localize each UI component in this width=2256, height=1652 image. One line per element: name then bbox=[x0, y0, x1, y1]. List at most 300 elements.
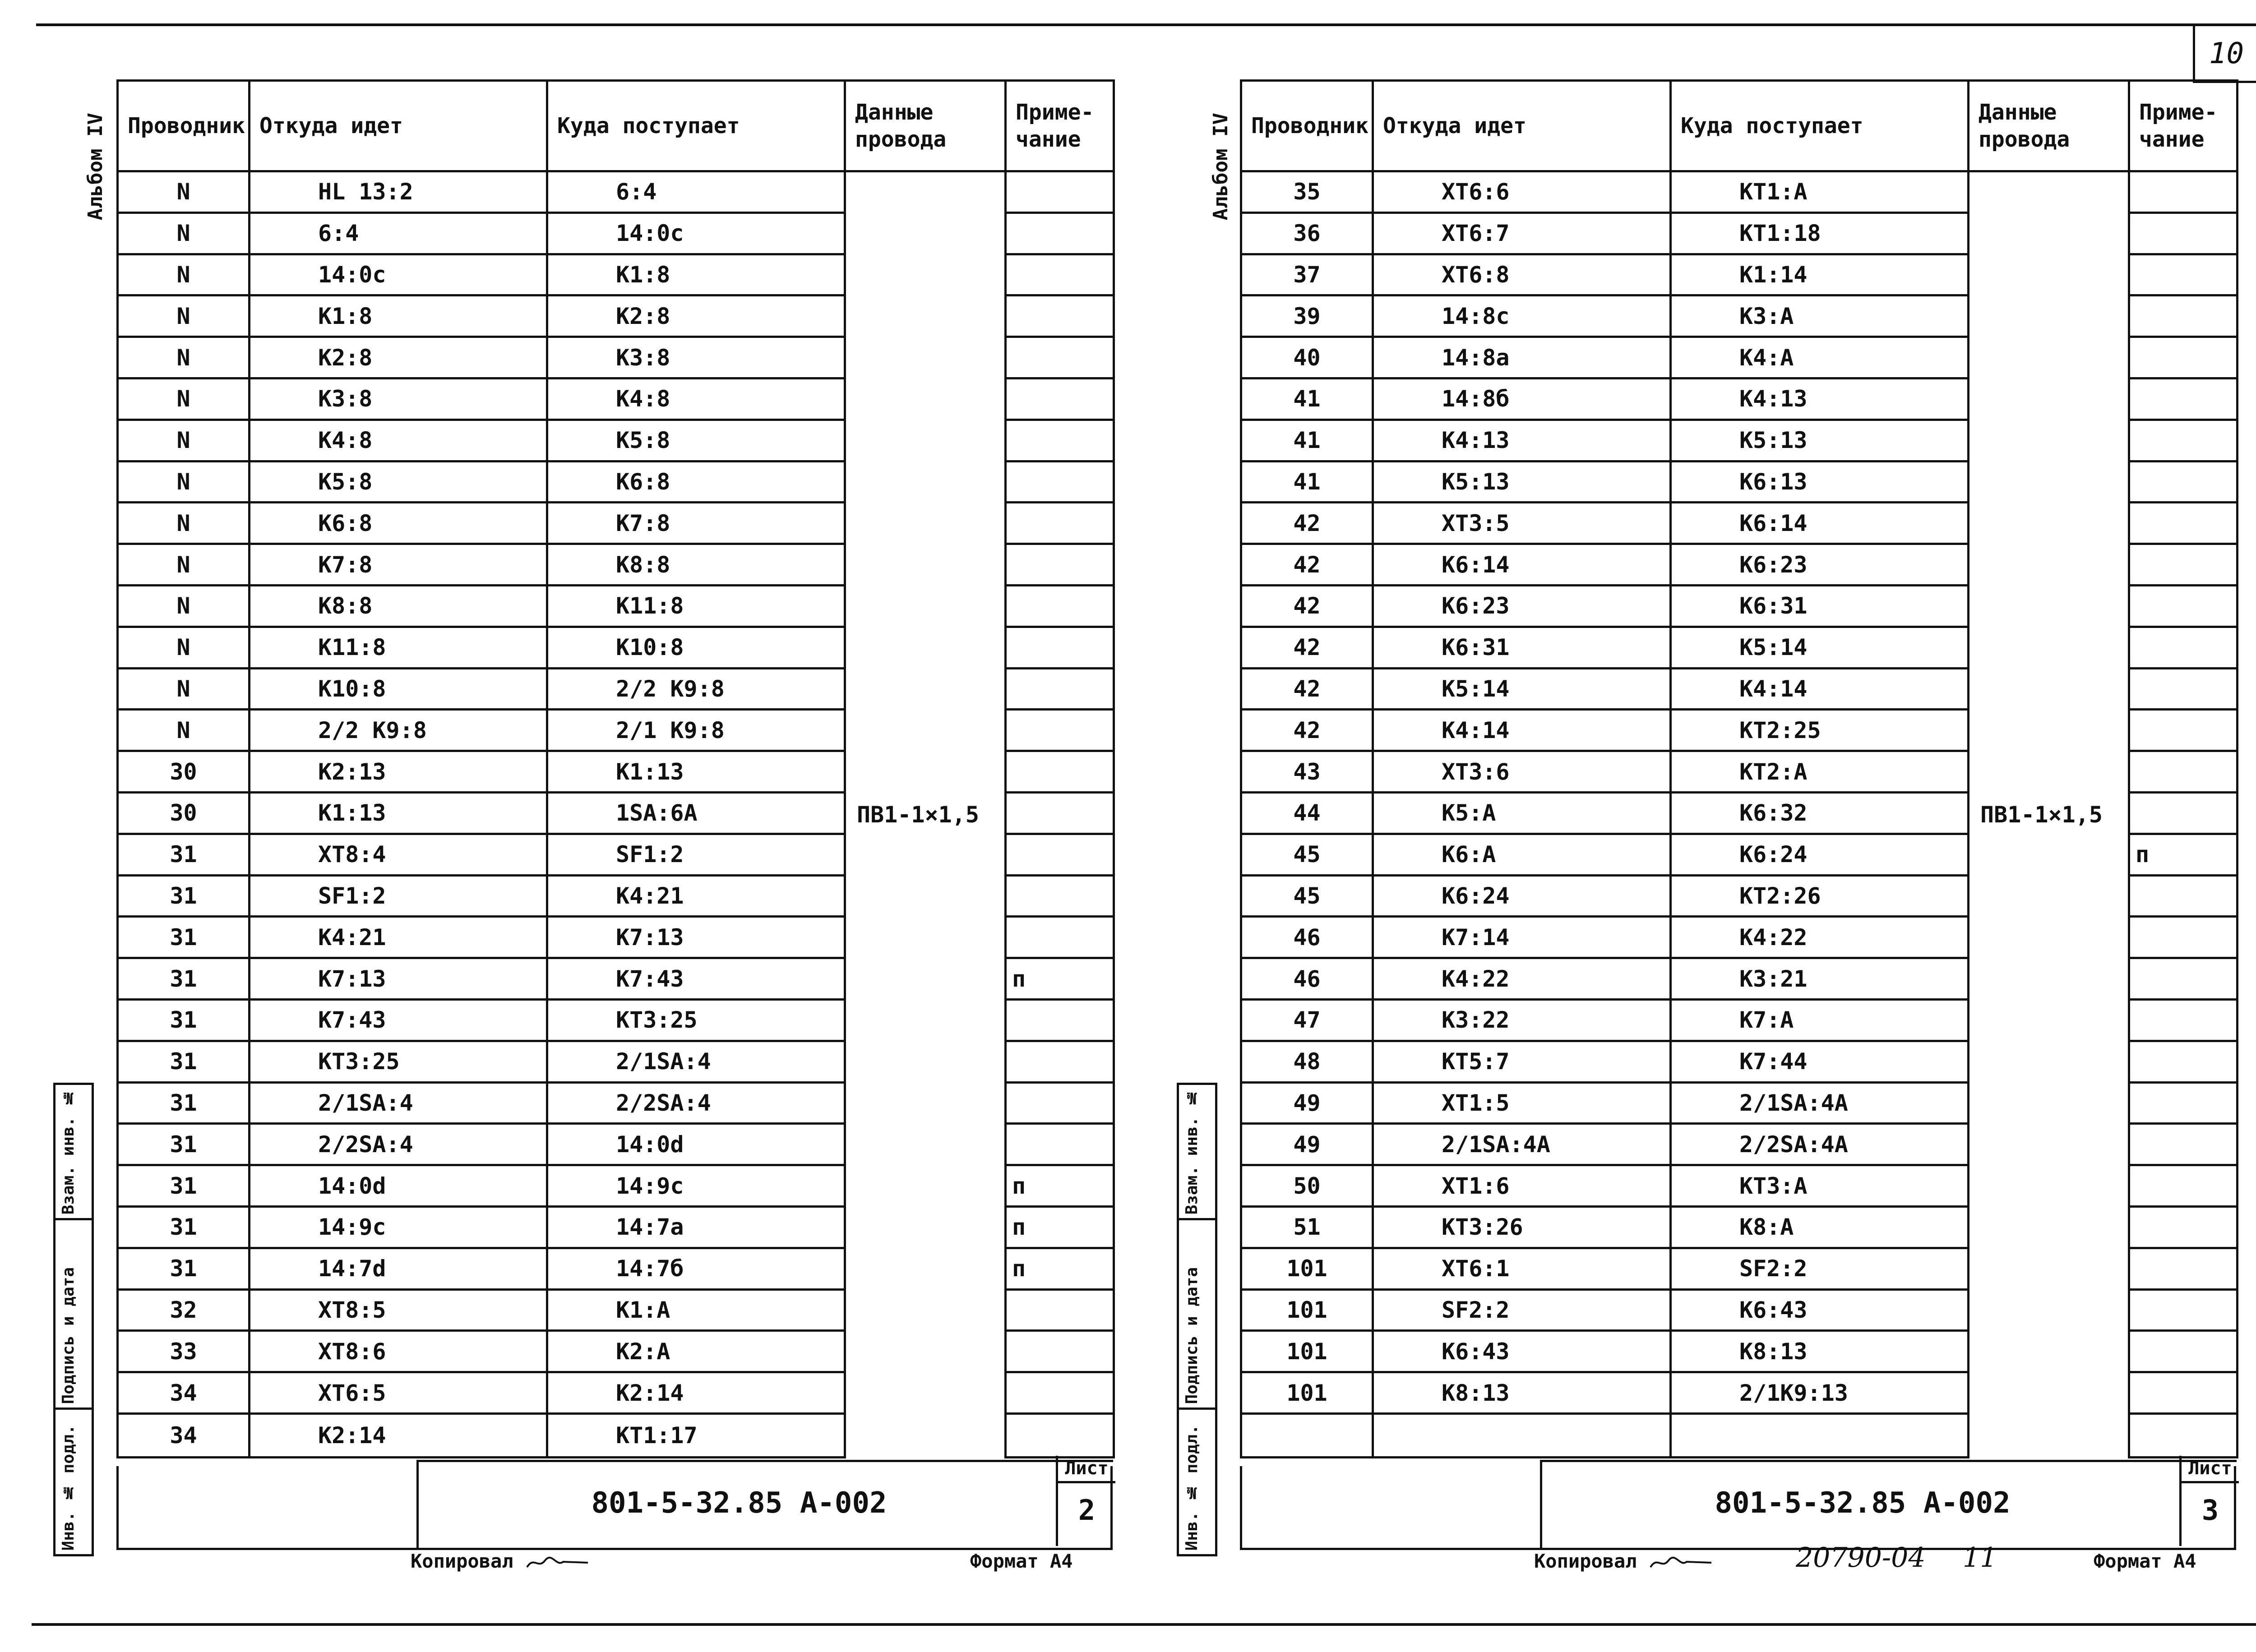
doc-code: 801-5-32.85 А-002 bbox=[1715, 1486, 2011, 1520]
copied-label: Копировал bbox=[1534, 1550, 1637, 1572]
cell-to: К7:44 bbox=[1671, 1041, 1969, 1082]
cell-to: КТ3:25 bbox=[547, 999, 845, 1041]
cell-note bbox=[1006, 999, 1114, 1041]
cell-note bbox=[1006, 1289, 1114, 1331]
cell-from: 2/1SА:4А bbox=[1373, 1124, 1671, 1165]
cell-to: К8:А bbox=[1671, 1206, 1969, 1248]
cell-to: 1SА:6А bbox=[547, 792, 845, 834]
cell-to: К4:14 bbox=[1671, 668, 1969, 710]
cell-conductor: 46 bbox=[1241, 958, 1373, 1000]
cell-to: 2/1 К9:8 bbox=[547, 710, 845, 751]
cell-note bbox=[1006, 1331, 1114, 1372]
cell-from: К6:23 bbox=[1373, 585, 1671, 627]
cell-from: 14:7d bbox=[250, 1248, 547, 1289]
cell-to: К1:А bbox=[547, 1289, 845, 1331]
cell-note bbox=[2129, 212, 2238, 254]
cell-note bbox=[2129, 710, 2238, 751]
cell-note bbox=[2129, 503, 2238, 544]
cell-to: SF1:2 bbox=[547, 834, 845, 875]
copied-by-right bbox=[1534, 1550, 1716, 1572]
cell-to: К7:43 bbox=[547, 958, 845, 1000]
cell-conductor: 42 bbox=[1241, 544, 1373, 586]
cell-from: КТ3:26 bbox=[1373, 1206, 1671, 1248]
cell-note bbox=[2129, 1041, 2238, 1082]
copier-signature bbox=[525, 1554, 592, 1572]
cell-from: ХТ8:5 bbox=[250, 1289, 547, 1331]
cell-note bbox=[1006, 585, 1114, 627]
cell-to: 14:7б bbox=[547, 1248, 845, 1289]
cell-conductor: 49 bbox=[1241, 1124, 1373, 1165]
header-wire-data: Данные провода bbox=[1969, 81, 2129, 171]
cell-from: К6:8 bbox=[250, 503, 547, 544]
cell-conductor: N bbox=[118, 585, 250, 627]
cell-note bbox=[2129, 1331, 2238, 1372]
cell-to: 2/2 К9:8 bbox=[547, 668, 845, 710]
cell-conductor: N bbox=[118, 378, 250, 420]
wire-spec-brace bbox=[857, 802, 1004, 828]
cell-from: К7:13 bbox=[250, 958, 547, 1000]
cell-conductor: 41 bbox=[1241, 461, 1373, 503]
cell-note bbox=[1006, 420, 1114, 461]
cell-to: К5:13 bbox=[1671, 420, 1969, 461]
cell-note bbox=[2129, 461, 2238, 503]
cell-wire-data bbox=[845, 171, 1006, 1458]
cell-from: SF1:2 bbox=[250, 875, 547, 917]
cell-to: К6:8 bbox=[547, 461, 845, 503]
cell-note bbox=[2129, 999, 2238, 1041]
album-label-right: Альбом IV bbox=[1209, 113, 1232, 221]
cell-to: К6:23 bbox=[1671, 544, 1969, 586]
cell-from: 14:0d bbox=[250, 1165, 547, 1207]
title-block-sheet-2 bbox=[116, 1458, 1113, 1550]
copied-by-left bbox=[411, 1550, 592, 1572]
cell-to: К4:13 bbox=[1671, 378, 1969, 420]
cell-to: 14:0с bbox=[547, 212, 845, 254]
cell-from: HL 13:2 bbox=[250, 171, 547, 213]
cell-from: К5:13 bbox=[1373, 461, 1671, 503]
cell-from: SF2:2 bbox=[1373, 1289, 1671, 1331]
cell-to: К8:8 bbox=[547, 544, 845, 586]
cell-conductor: N bbox=[118, 254, 250, 295]
frame-top-line bbox=[36, 23, 2256, 26]
cell-conductor: 45 bbox=[1241, 834, 1373, 875]
cell-note bbox=[2129, 1248, 2238, 1289]
sheet-number: 3 bbox=[2201, 1494, 2219, 1527]
title-block-code-cell bbox=[416, 1460, 1113, 1550]
cell-note bbox=[1006, 378, 1114, 420]
cell-to: 6:4 bbox=[547, 171, 845, 213]
cell-to: К2:14 bbox=[547, 1372, 845, 1414]
cell-to: К7:13 bbox=[547, 917, 845, 958]
cell-to: К5:14 bbox=[1671, 627, 1969, 668]
cell-note bbox=[1006, 337, 1114, 378]
cell-note bbox=[2129, 1289, 2238, 1331]
cell-note bbox=[2129, 1206, 2238, 1248]
cell-conductor: 34 bbox=[118, 1413, 250, 1457]
cell-note: п bbox=[1006, 1206, 1114, 1248]
doc-code: 801-5-32.85 А-002 bbox=[591, 1486, 887, 1520]
cell-from: 6:4 bbox=[250, 212, 547, 254]
cell-note bbox=[1006, 1082, 1114, 1124]
cell-from: КТ3:25 bbox=[250, 1041, 547, 1082]
header-note: Приме-чание bbox=[1006, 81, 1114, 171]
cell-note bbox=[1006, 627, 1114, 668]
cell-from: К6:24 bbox=[1373, 875, 1671, 917]
cell-conductor: N bbox=[118, 544, 250, 586]
cell-note bbox=[1006, 171, 1114, 213]
cell-conductor: 42 bbox=[1241, 503, 1373, 544]
cell-conductor: 39 bbox=[1241, 295, 1373, 337]
cell-from bbox=[1373, 1413, 1671, 1457]
cell-to: К1:8 bbox=[547, 254, 845, 295]
wire-spec: ПВ1-1×1,5 bbox=[1980, 802, 2103, 828]
album-label-left: Альбом IV bbox=[84, 113, 107, 221]
cell-conductor: 31 bbox=[118, 1165, 250, 1207]
cell-from: 14:8а bbox=[1373, 337, 1671, 378]
cell-note bbox=[2129, 378, 2238, 420]
cell-from: 2/2SА:4 bbox=[250, 1124, 547, 1165]
cell-note bbox=[2129, 544, 2238, 586]
cell-to: КТ2:26 bbox=[1671, 875, 1969, 917]
cell-conductor: N bbox=[118, 668, 250, 710]
cell-conductor: 101 bbox=[1241, 1331, 1373, 1372]
cell-from: К4:14 bbox=[1373, 710, 1671, 751]
cell-to: К5:8 bbox=[547, 420, 845, 461]
cell-conductor: 31 bbox=[118, 1206, 250, 1248]
cell-to: 14:9с bbox=[547, 1165, 845, 1207]
cell-note bbox=[2129, 668, 2238, 710]
cell-from: К6:А bbox=[1373, 834, 1671, 875]
cell-to: К3:21 bbox=[1671, 958, 1969, 1000]
cell-from: К2:14 bbox=[250, 1413, 547, 1457]
cell-conductor: 31 bbox=[118, 875, 250, 917]
cell-from: К11:8 bbox=[250, 627, 547, 668]
cell-conductor: 42 bbox=[1241, 585, 1373, 627]
cell-to: 14:7а bbox=[547, 1206, 845, 1248]
cell-conductor: N bbox=[118, 295, 250, 337]
cell-to: К4:22 bbox=[1671, 917, 1969, 958]
cell-note bbox=[1006, 212, 1114, 254]
cell-to: КТ1:А bbox=[1671, 171, 1969, 213]
archive-sheet: 11 bbox=[1963, 1542, 1997, 1574]
cell-from: ХТ6:7 bbox=[1373, 212, 1671, 254]
cell-note: п bbox=[1006, 1248, 1114, 1289]
cell-from: ХТ3:6 bbox=[1373, 751, 1671, 793]
cell-conductor: 31 bbox=[118, 1248, 250, 1289]
cell-conductor: 31 bbox=[118, 834, 250, 875]
cell-to: К6:43 bbox=[1671, 1289, 1969, 1331]
cell-from: КТ5:7 bbox=[1373, 1041, 1671, 1082]
wire-spec-brace bbox=[1980, 802, 2128, 828]
cell-from: ХТ3:5 bbox=[1373, 503, 1671, 544]
title-block-code-cell bbox=[1540, 1460, 2237, 1550]
cell-conductor: 31 bbox=[118, 1082, 250, 1124]
copied-label: Копировал bbox=[411, 1550, 513, 1572]
cell-note bbox=[2129, 171, 2238, 213]
cell-conductor: 30 bbox=[118, 792, 250, 834]
cell-to: К2:А bbox=[547, 1331, 845, 1372]
cell-conductor: 34 bbox=[118, 1372, 250, 1414]
cell-from: К6:43 bbox=[1373, 1331, 1671, 1372]
cell-note bbox=[2129, 1082, 2238, 1124]
cell-to: К3:8 bbox=[547, 337, 845, 378]
cell-note bbox=[2129, 1413, 2238, 1457]
cell-from: К4:21 bbox=[250, 917, 547, 958]
cell-to: 2/1К9:13 bbox=[1671, 1372, 1969, 1414]
header-from: Откуда идет bbox=[1373, 81, 1671, 171]
stamp-left bbox=[53, 1083, 94, 1556]
sheet-number: 2 bbox=[1078, 1494, 1096, 1527]
page-number: 10 bbox=[2193, 26, 2256, 83]
cell-conductor: 40 bbox=[1241, 337, 1373, 378]
cell-from: К8:13 bbox=[1373, 1372, 1671, 1414]
archive-number: 20790-04 bbox=[1796, 1542, 1926, 1574]
sheet-3 bbox=[1240, 79, 2236, 1550]
cell-conductor: 43 bbox=[1241, 751, 1373, 793]
cell-from: К8:8 bbox=[250, 585, 547, 627]
cell-from: К4:13 bbox=[1373, 420, 1671, 461]
header-conductor: Проводник bbox=[118, 81, 250, 171]
stamp-signature-label: Подпись и дата bbox=[59, 1267, 78, 1404]
cell-to: К7:8 bbox=[547, 503, 845, 544]
format-left: Формат А4 bbox=[970, 1550, 1073, 1572]
cell-note bbox=[1006, 1372, 1114, 1414]
cell-conductor: 44 bbox=[1241, 792, 1373, 834]
cell-from: К7:43 bbox=[250, 999, 547, 1041]
cell-to: К4:А bbox=[1671, 337, 1969, 378]
cell-note bbox=[1006, 295, 1114, 337]
cell-conductor: 41 bbox=[1241, 378, 1373, 420]
cell-conductor: N bbox=[118, 212, 250, 254]
table-row bbox=[118, 171, 1114, 213]
cell-note bbox=[2129, 1124, 2238, 1165]
cell-conductor: N bbox=[118, 710, 250, 751]
cell-to: КТ1:18 bbox=[1671, 212, 1969, 254]
cell-conductor: 31 bbox=[118, 999, 250, 1041]
cell-from: К6:14 bbox=[1373, 544, 1671, 586]
cell-to: К6:24 bbox=[1671, 834, 1969, 875]
cell-note bbox=[1006, 751, 1114, 793]
cell-from: К10:8 bbox=[250, 668, 547, 710]
cell-note: п bbox=[1006, 958, 1114, 1000]
cell-from: К2:8 bbox=[250, 337, 547, 378]
cell-note bbox=[2129, 792, 2238, 834]
cell-from: 14:9с bbox=[250, 1206, 547, 1248]
cell-conductor: 31 bbox=[118, 917, 250, 958]
cell-to: К4:8 bbox=[547, 378, 845, 420]
cell-from: К6:31 bbox=[1373, 627, 1671, 668]
cell-from: К4:22 bbox=[1373, 958, 1671, 1000]
cell-conductor: 42 bbox=[1241, 627, 1373, 668]
title-block-sheet-3 bbox=[1240, 1458, 2236, 1550]
cell-conductor: N bbox=[118, 337, 250, 378]
sheet-label: Лист bbox=[2182, 1456, 2239, 1483]
header-to: Куда поступает bbox=[1671, 81, 1969, 171]
cell-conductor: 33 bbox=[118, 1331, 250, 1372]
cell-from: ХТ1:5 bbox=[1373, 1082, 1671, 1124]
cell-conductor bbox=[1241, 1413, 1373, 1457]
cell-from: ХТ6:6 bbox=[1373, 171, 1671, 213]
stamp-replacement-label: Взам. инв. № bbox=[59, 1088, 78, 1214]
cell-note: п bbox=[2129, 834, 2238, 875]
sheet-number-cell bbox=[2179, 1456, 2239, 1546]
cell-note bbox=[2129, 337, 2238, 378]
cell-note bbox=[1006, 544, 1114, 586]
wire-spec: ПВ1-1×1,5 bbox=[857, 802, 979, 828]
cell-from: 14:8с bbox=[1373, 295, 1671, 337]
cell-from: К1:13 bbox=[250, 792, 547, 834]
cell-conductor: 101 bbox=[1241, 1289, 1373, 1331]
cell-conductor: 101 bbox=[1241, 1372, 1373, 1414]
cell-conductor: N bbox=[118, 503, 250, 544]
cell-to: К6:14 bbox=[1671, 503, 1969, 544]
cell-from: К3:8 bbox=[250, 378, 547, 420]
cell-conductor: 45 bbox=[1241, 875, 1373, 917]
cell-from: 2/1SА:4 bbox=[250, 1082, 547, 1124]
cell-from: К1:8 bbox=[250, 295, 547, 337]
cell-from: ХТ6:5 bbox=[250, 1372, 547, 1414]
cell-note bbox=[2129, 585, 2238, 627]
format-right: Формат А4 bbox=[2094, 1550, 2196, 1572]
cell-from: К7:14 bbox=[1373, 917, 1671, 958]
cell-note bbox=[2129, 751, 2238, 793]
cell-from: ХТ6:8 bbox=[1373, 254, 1671, 295]
frame-bottom-line bbox=[32, 1623, 2256, 1626]
cell-to: К7:А bbox=[1671, 999, 1969, 1041]
table-body bbox=[118, 171, 1114, 1458]
cell-to: 2/2SА:4 bbox=[547, 1082, 845, 1124]
cell-conductor: N bbox=[118, 171, 250, 213]
cell-note bbox=[2129, 917, 2238, 958]
cell-from: 14:8б bbox=[1373, 378, 1671, 420]
cell-conductor: 30 bbox=[118, 751, 250, 793]
cell-conductor: 35 bbox=[1241, 171, 1373, 213]
cell-from: ХТ8:4 bbox=[250, 834, 547, 875]
cell-note bbox=[2129, 420, 2238, 461]
cell-conductor: 42 bbox=[1241, 710, 1373, 751]
cell-to: К1:14 bbox=[1671, 254, 1969, 295]
cell-conductor: 101 bbox=[1241, 1248, 1373, 1289]
header-note: Приме-чание bbox=[2129, 81, 2238, 171]
header-wire-data: Данные провода bbox=[845, 81, 1006, 171]
cell-to: К6:13 bbox=[1671, 461, 1969, 503]
table-row bbox=[1241, 171, 2238, 213]
cell-to: 2/1SА:4А bbox=[1671, 1082, 1969, 1124]
cell-conductor: N bbox=[118, 461, 250, 503]
cell-note bbox=[2129, 1372, 2238, 1414]
stamp-replacement-label: Взам. инв. № bbox=[1183, 1088, 1201, 1214]
cell-from: ХТ6:1 bbox=[1373, 1248, 1671, 1289]
cell-from: К5:А bbox=[1373, 792, 1671, 834]
sheet-label: Лист bbox=[1058, 1456, 1115, 1483]
cell-conductor: 50 bbox=[1241, 1165, 1373, 1207]
cell-conductor: 31 bbox=[118, 1124, 250, 1165]
cell-to: КТ3:А bbox=[1671, 1165, 1969, 1207]
cell-conductor: 36 bbox=[1241, 212, 1373, 254]
header-from: Откуда идет bbox=[250, 81, 547, 171]
wire-table-sheet-3 bbox=[1240, 79, 2238, 1458]
cell-from: 14:0с bbox=[250, 254, 547, 295]
cell-note bbox=[1006, 1413, 1114, 1457]
cell-note bbox=[2129, 958, 2238, 1000]
cell-to: К2:8 bbox=[547, 295, 845, 337]
cell-to: К6:31 bbox=[1671, 585, 1969, 627]
cell-to: К11:8 bbox=[547, 585, 845, 627]
cell-note bbox=[1006, 875, 1114, 917]
cell-note bbox=[2129, 875, 2238, 917]
cell-to: КТ2:25 bbox=[1671, 710, 1969, 751]
cell-note bbox=[1006, 1124, 1114, 1165]
cell-conductor: N bbox=[118, 420, 250, 461]
cell-from: К5:8 bbox=[250, 461, 547, 503]
cell-note bbox=[1006, 917, 1114, 958]
cell-from: К4:8 bbox=[250, 420, 547, 461]
cell-from: 2/2 К9:8 bbox=[250, 710, 547, 751]
cell-conductor: 46 bbox=[1241, 917, 1373, 958]
cell-note bbox=[1006, 461, 1114, 503]
cell-from: К3:22 bbox=[1373, 999, 1671, 1041]
cell-to: К6:32 bbox=[1671, 792, 1969, 834]
cell-to: 2/1SА:4 bbox=[547, 1041, 845, 1082]
cell-conductor: 48 bbox=[1241, 1041, 1373, 1082]
cell-conductor: 31 bbox=[118, 958, 250, 1000]
header-conductor: Проводник bbox=[1241, 81, 1373, 171]
cell-conductor: 41 bbox=[1241, 420, 1373, 461]
cell-to: SF2:2 bbox=[1671, 1248, 1969, 1289]
cell-note bbox=[2129, 295, 2238, 337]
cell-conductor: 47 bbox=[1241, 999, 1373, 1041]
table-body bbox=[1241, 171, 2238, 1458]
cell-note bbox=[2129, 1165, 2238, 1207]
cell-to: 14:0d bbox=[547, 1124, 845, 1165]
cell-note bbox=[1006, 1041, 1114, 1082]
cell-to: КТ2:А bbox=[1671, 751, 1969, 793]
wire-table-sheet-2 bbox=[116, 79, 1115, 1458]
cell-note bbox=[1006, 668, 1114, 710]
cell-note bbox=[1006, 710, 1114, 751]
cell-from: ХТ1:6 bbox=[1373, 1165, 1671, 1207]
cell-from: К7:8 bbox=[250, 544, 547, 586]
cell-note bbox=[2129, 254, 2238, 295]
cell-note bbox=[1006, 254, 1114, 295]
cell-note bbox=[1006, 792, 1114, 834]
stamp-signature-label: Подпись и дата bbox=[1183, 1267, 1201, 1404]
cell-to: КТ1:17 bbox=[547, 1413, 845, 1457]
cell-note: п bbox=[1006, 1165, 1114, 1207]
cell-to: 2/2SА:4А bbox=[1671, 1124, 1969, 1165]
cell-conductor: 37 bbox=[1241, 254, 1373, 295]
cell-conductor: 42 bbox=[1241, 668, 1373, 710]
cell-to: К4:21 bbox=[547, 875, 845, 917]
cell-conductor: 49 bbox=[1241, 1082, 1373, 1124]
cell-note bbox=[1006, 503, 1114, 544]
cell-from: К5:14 bbox=[1373, 668, 1671, 710]
copier-signature bbox=[1648, 1554, 1716, 1572]
cell-to: К3:А bbox=[1671, 295, 1969, 337]
cell-note bbox=[1006, 834, 1114, 875]
sheet-2 bbox=[116, 79, 1113, 1550]
cell-note bbox=[2129, 627, 2238, 668]
sheet-number-cell bbox=[1056, 1456, 1115, 1546]
header-to: Куда поступает bbox=[547, 81, 845, 171]
stamp-right bbox=[1177, 1083, 1217, 1556]
cell-to: К1:13 bbox=[547, 751, 845, 793]
cell-from: ХТ8:6 bbox=[250, 1331, 547, 1372]
cell-to: К8:13 bbox=[1671, 1331, 1969, 1372]
cell-to bbox=[1671, 1413, 1969, 1457]
cell-to: К10:8 bbox=[547, 627, 845, 668]
stamp-original-label: Инв. № подл. bbox=[1183, 1424, 1201, 1550]
